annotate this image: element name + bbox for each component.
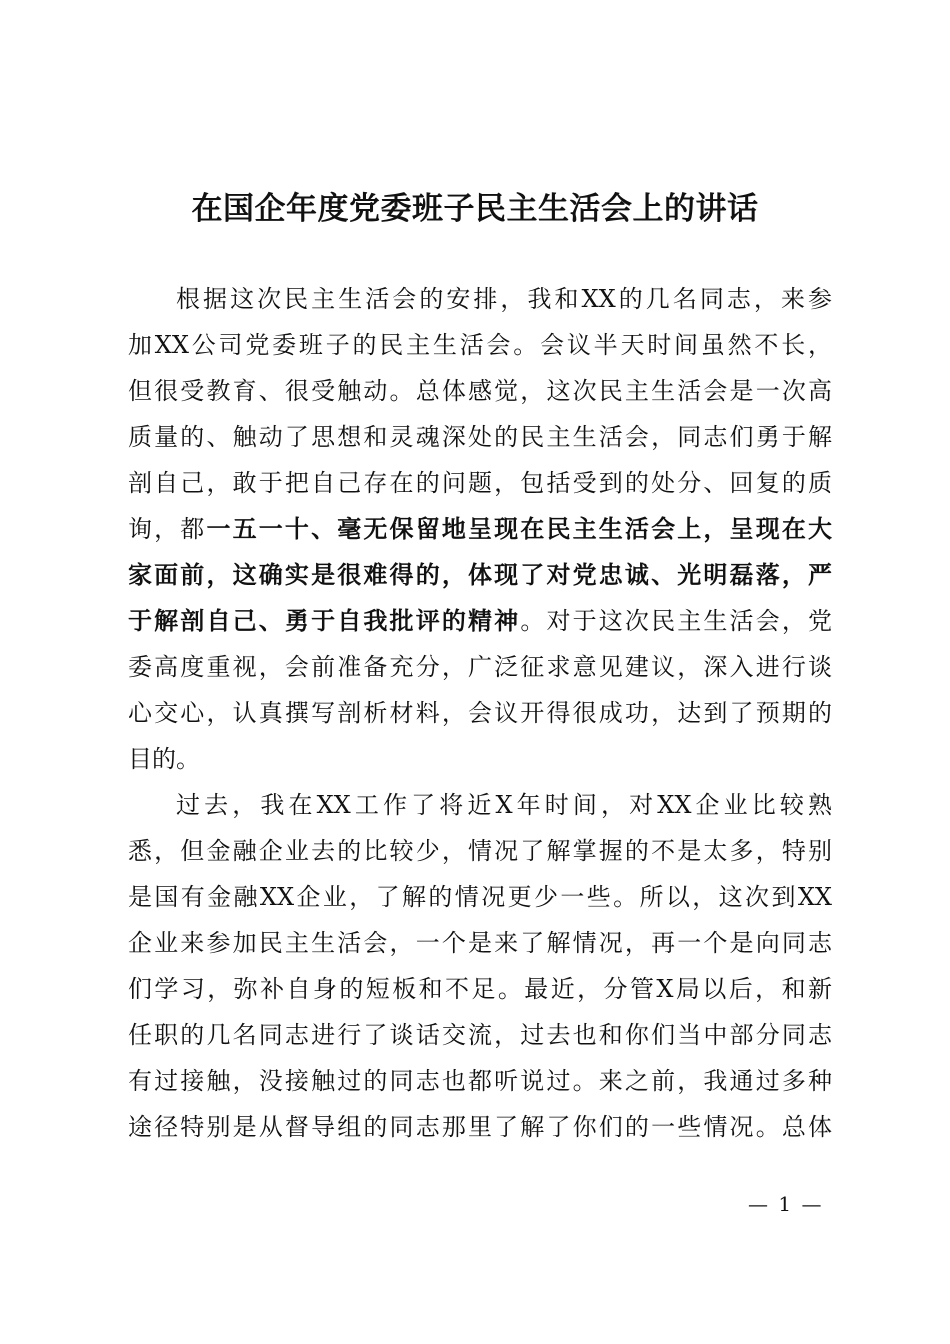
- text: 目的。: [128, 745, 200, 773]
- text-line: [128, 644, 832, 690]
- text-line: [128, 690, 832, 736]
- text: 但很受教育、很受触动。总体感觉，这次民主生活会是一次高: [128, 377, 832, 405]
- text: 根据这次民主生活会的安排，我和XX的几名同志，来参: [176, 285, 832, 313]
- text: 。对于这次民主生活会，党: [520, 607, 833, 635]
- text-line: [128, 276, 832, 322]
- text-line: [128, 552, 832, 598]
- text: 询，都: [128, 515, 207, 543]
- text-line: [128, 368, 832, 414]
- paragraph: [128, 276, 832, 782]
- text: 企业来参加民主生活会，一个是来了解情况，再一个是向同志: [128, 929, 832, 957]
- text: 心交心，认真撰写剖析材料，会议开得很成功，达到了预期的: [128, 699, 832, 727]
- text-line: [128, 322, 832, 368]
- text-line: [128, 828, 832, 874]
- text-line: [128, 874, 832, 920]
- paragraph: [128, 782, 832, 1150]
- bold-text: 一五一十、毫无保留地呈现在民主生活会上，呈现在大: [206, 515, 833, 543]
- text-line: [128, 598, 832, 644]
- text-line: [128, 506, 832, 552]
- page-number: — 1 —: [748, 1192, 824, 1216]
- document-body: [128, 276, 832, 1150]
- bold-text: 家面前，这确实是很难得的，体现了对党忠诚、光明磊落，严: [128, 561, 832, 589]
- text: 过去，我在XX工作了将近X年时间，对XX企业比较熟: [176, 791, 832, 819]
- text-line: [128, 920, 832, 966]
- text-line: [128, 1012, 832, 1058]
- text-line: [128, 414, 832, 460]
- text-line: [128, 1058, 832, 1104]
- text: 加XX公司党委班子的民主生活会。会议半天时间虽然不长，: [128, 331, 832, 359]
- text: 任职的几名同志进行了谈话交流，过去也和你们当中部分同志: [128, 1021, 832, 1049]
- text-line: [128, 966, 832, 1012]
- bold-text: 于解剖自己、勇于自我批评的精神: [128, 607, 521, 635]
- text: 质量的、触动了思想和灵魂深处的民主生活会，同志们勇于解: [128, 423, 832, 451]
- text: 途径特别是从督导组的同志那里了解了你们的一些情况。总体: [128, 1113, 832, 1141]
- text-line: [128, 460, 832, 506]
- text: 剖自己，敢于把自己存在的问题，包括受到的处分、回复的质: [128, 469, 832, 497]
- document-title: 在国企年度党委班子民主生活会上的讲话: [191, 191, 759, 227]
- text-line: [128, 736, 832, 782]
- text-line: [128, 782, 832, 828]
- text: 悉，但金融企业去的比较少，情况了解掌握的不是太多，特别: [128, 837, 832, 865]
- text: 是国有金融XX企业，了解的情况更少一些。所以，这次到XX: [128, 883, 832, 911]
- text-line: [128, 1104, 832, 1150]
- text: 们学习，弥补自身的短板和不足。最近，分管X局以后，和新: [128, 975, 832, 1003]
- text: 委高度重视，会前准备充分，广泛征求意见建议，深入进行谈: [128, 653, 832, 681]
- text: 有过接触，没接触过的同志也都听说过。来之前，我通过多种: [128, 1067, 832, 1095]
